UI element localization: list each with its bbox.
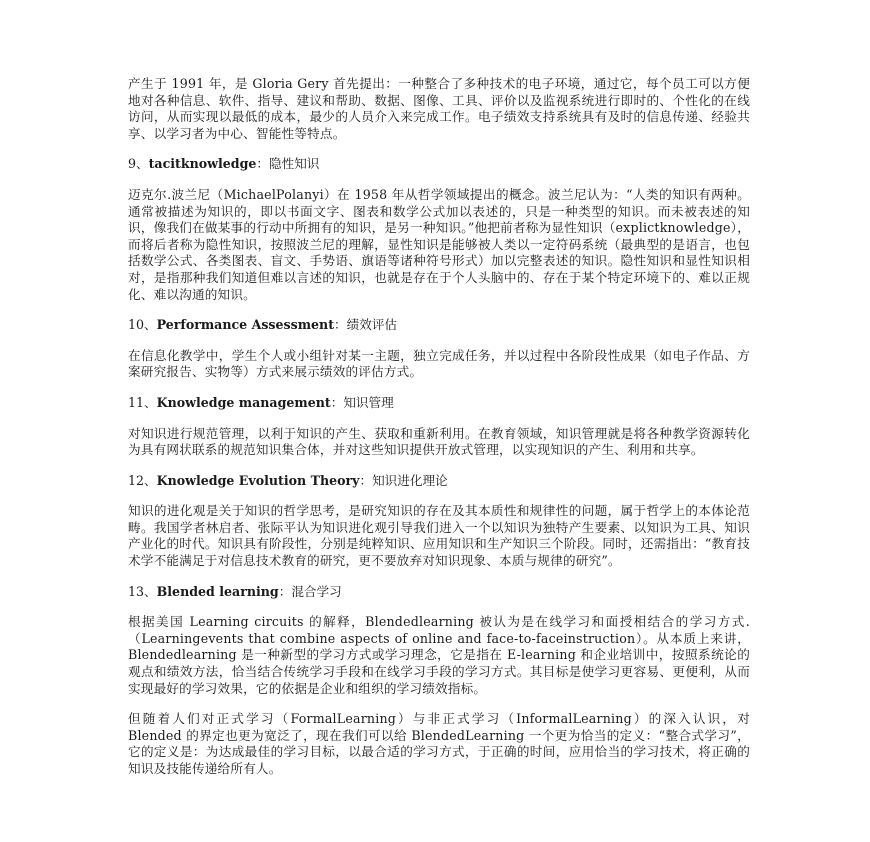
heading-term: Performance Assessment [156,317,335,333]
paragraph-tacit-knowledge: 迈克尔.波兰尼（MichaelPolanyi）在 1958 年从哲学领域提出的概念。波兰尼认为：“人类的知识有两种。通常被描述为知识的，即以书面文字、图表和数学公式加以表述的，只是一种类型的知识。而未被表述的知识，像我们在做某事的行动中所拥有的知识，是另一种知识。”他把前者称为显性知识（explictknowledge），而将后者称为隐性知识，按照波兰尼的理解，显性知识是能够被人类以一定符码系统（最典型的是语言，也包括数学公式、各类图表、盲文、手势语、旗语等诸种符号形式）加以完整表述的知识。隐性知识和显性知识相对，是指那种我们知道但难以言述的知识，也就是存在于个人头脑中的、存在于某个特定环境下的、难以正规化、难以沟通的知识。 [128,186,750,302]
heading-chinese: 混合学习 [291,583,342,599]
heading-chinese: 绩效评估 [346,317,397,333]
heading-separator: ： [330,394,344,410]
heading-chinese: 隐性知识 [269,156,320,172]
paragraph-blended-learning-2: 但随着人们对正式学习（FormalLearning）与非正式学习（InformalLearning）的深入认识，对 Blended 的界定也更为宽泛了，现在我们可以给 BlendedLearning 一个更为恰当的定义：“整合式学习”，它的定义是：为达成最佳的学习目标，以最合适的学习方式，于正确的时间，应用恰当的学习技术，将正确的知识及技能传递给所有人。 [128,711,750,776]
heading-term: Knowledge Evolution Theory [156,472,360,488]
heading-performance-assessment [128,317,750,334]
paragraph-knowledge-evolution-theory: 知识的进化观是关于知识的哲学思考，是研究知识的存在及其本质性和规律性的问题，属于哲学上的本体论范畴。我国学者林启者、张际平认为知识进化观引导我们进入一个以知识为独特产生要素、以知识为工具、知识产业化的时代。知识具有阶段性，分别是纯粹知识、应用知识和生产知识三个阶段。同时，还需指出：“教育技术学不能满足于对信息技术教育的研究，更不要放弃对知识现象、本质与规律的研究”。 [128,503,750,569]
heading-separator: ： [256,156,269,172]
paragraph-blended-learning-1: 根据美国 Learning circuits 的解释，Blendedlearning 被认为是在线学习和面授相结合的学习方式.（Learningevents that combine aspects of online and face-to-faceinstruction）。从本质上来讲，Blendedlearning 是一种新型的学习方式或学习理念，它是指在 E-learning 和企业培训中，按照系统论的观点和绩效方法，恰当结合传统学习手段和在线学习手段的学习方式。其目标是使学习更容易、更便利，从而实现最好的学习效果，它的依据是企业和组织的学习绩效指标。 [128,614,750,696]
paragraph-epss: 产生于 1991 年，是 Gloria Gery 首先提出：一种整合了多种技术的电子环境，通过它，每个员工可以方便地对各种信息、软件、指导、建议和帮助、数据、图像、工具、评价以及监视系统进行即时的、个性化的在线访问，从而实现以最低的成本，最少的人员介入来完成工作。电子绩效支持系统具有及时的信息传递、经验共享、以学习者为中心、智能性等特点。 [128,76,750,141]
heading-blended-learning [128,584,750,601]
heading-knowledge-evolution-theory [128,473,750,490]
heading-knowledge-management [128,395,750,412]
heading-number: 12、 [128,472,157,488]
heading-term: Knowledge management [156,394,331,410]
heading-number: 11、 [128,394,157,410]
heading-chinese: 知识管理 [343,394,394,410]
heading-number: 13、 [128,583,157,599]
paragraph-knowledge-management: 对知识进行规范管理，以利于知识的产生、获取和重新利用。在教育领域，知识管理就是将各种教学资源转化为具有网状联系的规范知识集合体，并对这些知识提供开放式管理，以实现知识的产生、利用和共享。 [128,425,750,458]
heading-term: tacitknowledge [148,156,257,172]
heading-number: 9、 [128,156,149,172]
heading-separator: ： [359,472,373,488]
paragraph-performance-assessment: 在信息化教学中，学生个人或小组针对某一主题，独立完成任务，并以过程中各阶段性成果（如电子作品、方案研究报告、实物等）方式来展示绩效的评估方式。 [128,347,750,380]
heading-separator: ： [278,583,292,599]
heading-separator: ： [334,317,347,333]
heading-term: Blended learning [156,583,279,599]
heading-chinese: 知识进化理论 [372,472,448,488]
heading-number: 10、 [128,317,157,333]
heading-tacit-knowledge [128,156,750,173]
